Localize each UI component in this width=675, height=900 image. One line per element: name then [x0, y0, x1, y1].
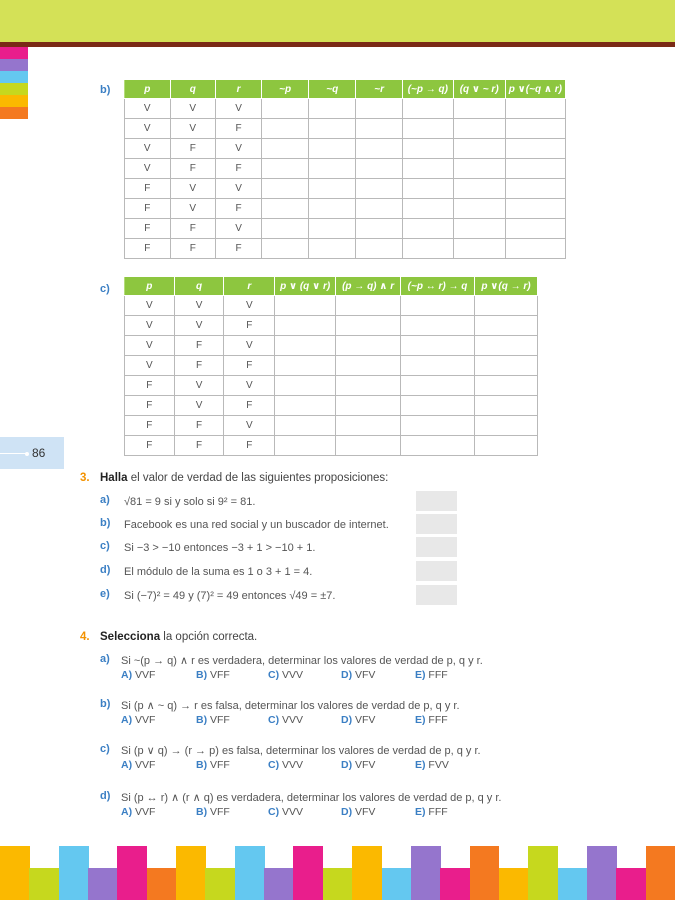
table-row — [125, 99, 566, 119]
page-tab-dot — [25, 452, 29, 456]
answer-box[interactable] — [416, 514, 457, 534]
option-letter: E) — [415, 806, 426, 818]
option-choice[interactable] — [268, 759, 303, 771]
table-header-cell: p ∨ (q ∨ r) — [275, 277, 336, 296]
answer-cell[interactable] — [309, 159, 356, 179]
answer-cell[interactable] — [262, 139, 309, 159]
exercise-4-verb: Selecciona — [100, 631, 161, 643]
bottom-color-bars — [0, 846, 675, 900]
exercise-4-item-text: Si ~(p → q) ∧ r es verdadera, determinar los valores de verdad de p, q y r. — [121, 655, 483, 667]
table-row — [125, 159, 566, 179]
truth-value-cell: F — [125, 436, 175, 456]
option-choice[interactable] — [268, 669, 303, 681]
answer-cell[interactable] — [475, 436, 538, 456]
table-header-cell: r — [224, 277, 275, 296]
exercise-4-item-text: Si (p ↔ r) ∧ (r ∧ q) es verdadera, determinar los valores de verdad de p, q y r. — [121, 792, 502, 804]
answer-cell[interactable] — [275, 296, 336, 316]
option-choice[interactable] — [341, 714, 375, 726]
table-row — [125, 199, 566, 219]
answer-cell[interactable] — [356, 159, 403, 179]
bottom-color-bar — [587, 846, 617, 900]
bottom-color-bar — [352, 846, 382, 900]
answer-cell[interactable] — [475, 316, 538, 336]
exercise-3-item-text: El módulo de la suma es 1 o 3 + 1 = 4. — [124, 566, 313, 578]
answer-cell[interactable] — [505, 199, 565, 219]
answer-cell[interactable] — [275, 356, 336, 376]
answer-box[interactable] — [416, 561, 457, 581]
truth-value-cell: F — [174, 356, 224, 376]
answer-box[interactable] — [416, 585, 457, 605]
table-row — [125, 376, 538, 396]
option-value: VVV — [282, 759, 304, 771]
exercise-4-item-label: c) — [100, 743, 110, 755]
table-row — [125, 239, 566, 259]
option-letter: C) — [268, 759, 280, 771]
answer-cell[interactable] — [453, 219, 505, 239]
truth-value-cell: V — [125, 316, 175, 336]
option-letter: A) — [121, 806, 133, 818]
truth-value-cell: V — [125, 356, 175, 376]
option-letter: A) — [121, 759, 133, 771]
option-choice[interactable] — [415, 669, 448, 681]
answer-cell[interactable] — [309, 199, 356, 219]
truth-value-cell: V — [170, 119, 216, 139]
bottom-color-bar — [176, 846, 206, 900]
side-tab-stripe — [0, 95, 28, 107]
answer-cell[interactable] — [505, 139, 565, 159]
option-choice[interactable] — [341, 669, 375, 681]
exercise-4-item-label: a) — [100, 653, 110, 665]
option-letter: A) — [121, 714, 133, 726]
table-header-cell: (p → q) ∧ r — [336, 277, 401, 296]
truth-value-cell: V — [224, 416, 275, 436]
table-header-cell: r — [216, 80, 262, 99]
option-letter: D) — [341, 806, 353, 818]
truth-value-cell: V — [170, 199, 216, 219]
exercise-3-number: 3. — [80, 472, 90, 484]
truth-value-cell: F — [216, 199, 262, 219]
answer-cell[interactable] — [309, 119, 356, 139]
answer-cell[interactable] — [475, 296, 538, 316]
truth-value-cell: F — [125, 376, 175, 396]
table-row — [125, 139, 566, 159]
option-value: VVF — [135, 759, 156, 771]
answer-cell[interactable] — [262, 219, 309, 239]
table-row — [125, 219, 566, 239]
option-choice[interactable] — [196, 669, 230, 681]
table-b-label: b) — [100, 84, 111, 96]
answer-cell[interactable] — [505, 179, 565, 199]
answer-cell[interactable] — [356, 199, 403, 219]
answer-cell[interactable] — [356, 179, 403, 199]
truth-value-cell: F — [125, 219, 171, 239]
table-row — [125, 356, 538, 376]
truth-value-cell: F — [174, 336, 224, 356]
bottom-color-bar — [235, 846, 265, 900]
bottom-color-bar — [382, 868, 412, 900]
option-choice[interactable] — [121, 669, 155, 681]
option-choice[interactable] — [415, 759, 449, 771]
table-row — [125, 436, 538, 456]
exercise-4-instruction: la opción correcta. — [160, 631, 258, 643]
bottom-color-bar — [440, 868, 470, 900]
truth-value-cell: V — [170, 99, 216, 119]
answer-cell[interactable] — [505, 159, 565, 179]
truth-value-cell: F — [170, 219, 216, 239]
answer-cell[interactable] — [453, 139, 505, 159]
answer-cell[interactable] — [356, 219, 403, 239]
bottom-color-bar — [499, 868, 529, 900]
exercise-3-instruction: el valor de verdad de las siguientes proposiciones: — [127, 472, 389, 484]
option-choice[interactable] — [196, 714, 230, 726]
table-header-cell: (q ∨ ~ r) — [453, 80, 505, 99]
truth-value-cell: F — [125, 396, 175, 416]
exercise-4-title — [100, 631, 257, 643]
side-tab-stripe — [0, 59, 28, 71]
option-value: VFV — [355, 669, 376, 681]
option-value: VVF — [135, 714, 156, 726]
option-choice[interactable] — [121, 806, 155, 818]
option-value: VFF — [210, 669, 230, 681]
bottom-color-bar — [470, 846, 500, 900]
table-header-cell: p — [125, 277, 175, 296]
answer-cell[interactable] — [505, 99, 565, 119]
exercise-4-item-text: Si (p ∨ q) → (r → p) es falsa, determinar los valores de verdad de p, q y r. — [121, 745, 481, 757]
option-choice[interactable] — [196, 759, 230, 771]
truth-value-cell: V — [125, 119, 171, 139]
answer-cell[interactable] — [336, 356, 401, 376]
answer-cell[interactable] — [356, 119, 403, 139]
table-c-label: c) — [100, 283, 110, 295]
truth-value-cell: F — [224, 396, 275, 416]
bottom-color-bar — [0, 846, 30, 900]
option-value: VFF — [210, 759, 230, 771]
truth-value-cell: F — [216, 239, 262, 259]
option-letter: C) — [268, 714, 280, 726]
answer-cell[interactable] — [403, 199, 454, 219]
answer-box[interactable] — [416, 537, 457, 557]
answer-cell[interactable] — [403, 219, 454, 239]
bottom-color-bar — [293, 846, 323, 900]
truth-table-b — [124, 79, 566, 259]
table-header-cell: q — [174, 277, 224, 296]
truth-value-cell: V — [174, 396, 224, 416]
option-value: VVF — [135, 669, 156, 681]
table-header-cell: (~p → q) — [403, 80, 454, 99]
table-row — [125, 316, 538, 336]
truth-value-cell: V — [174, 296, 224, 316]
answer-cell[interactable] — [336, 376, 401, 396]
bottom-color-bar — [411, 846, 441, 900]
exercise-3-title — [100, 472, 388, 484]
option-letter: A) — [121, 669, 133, 681]
answer-cell[interactable] — [356, 139, 403, 159]
bottom-color-bar — [264, 868, 294, 900]
option-choice[interactable] — [121, 714, 155, 726]
side-tab-stripe — [0, 83, 28, 95]
truth-value-cell: F — [216, 159, 262, 179]
bottom-color-bar — [59, 846, 89, 900]
option-letter: E) — [415, 759, 426, 771]
exercise-4-item-text: Si (p ∧ ~ q) → r es falsa, determinar los valores de verdad de p, q y r. — [121, 700, 460, 712]
answer-cell[interactable] — [336, 336, 401, 356]
option-value: VVV — [282, 669, 304, 681]
option-letter: B) — [196, 759, 208, 771]
truth-value-cell: V — [216, 179, 262, 199]
exercise-3-item-text: Si (−7)² = 49 y (7)² = 49 entonces √49 = ±7. — [124, 590, 336, 602]
option-choice[interactable] — [268, 714, 303, 726]
bottom-color-bar — [88, 868, 118, 900]
answer-cell[interactable] — [401, 296, 475, 316]
answer-cell[interactable] — [262, 119, 309, 139]
truth-value-cell: V — [125, 296, 175, 316]
option-letter: C) — [268, 806, 280, 818]
answer-cell[interactable] — [262, 239, 309, 259]
option-letter: B) — [196, 714, 208, 726]
option-letter: D) — [341, 714, 353, 726]
option-value: VFV — [355, 714, 376, 726]
bottom-color-bar — [117, 846, 147, 900]
table-header-cell: ~r — [356, 80, 403, 99]
answer-cell[interactable] — [505, 119, 565, 139]
option-value: VVF — [135, 806, 156, 818]
answer-cell[interactable] — [309, 239, 356, 259]
bottom-color-bar — [558, 868, 588, 900]
table-row — [125, 416, 538, 436]
option-choice[interactable] — [415, 806, 448, 818]
answer-cell[interactable] — [275, 436, 336, 456]
truth-value-cell: V — [170, 179, 216, 199]
table-row — [125, 336, 538, 356]
answer-cell[interactable] — [309, 99, 356, 119]
answer-cell[interactable] — [401, 436, 475, 456]
truth-value-cell: V — [125, 99, 171, 119]
answer-cell[interactable] — [275, 416, 336, 436]
option-choice[interactable] — [415, 714, 448, 726]
side-tab-stripe — [0, 47, 28, 59]
option-choice[interactable] — [196, 806, 230, 818]
table-header-cell: ~q — [309, 80, 356, 99]
answer-cell[interactable] — [453, 179, 505, 199]
answer-cell[interactable] — [403, 119, 454, 139]
option-value: VFF — [210, 806, 230, 818]
bottom-color-bar — [646, 846, 675, 900]
exercise-4-item-label: d) — [100, 790, 111, 802]
answer-cell[interactable] — [262, 199, 309, 219]
answer-cell[interactable] — [453, 199, 505, 219]
answer-cell[interactable] — [403, 159, 454, 179]
page-number-tab — [0, 437, 64, 469]
answer-cell[interactable] — [403, 139, 454, 159]
answer-cell[interactable] — [403, 179, 454, 199]
answer-cell[interactable] — [475, 336, 538, 356]
answer-cell[interactable] — [401, 416, 475, 436]
truth-value-cell: F — [125, 179, 171, 199]
exercise-4-item-label: b) — [100, 698, 111, 710]
truth-value-cell: F — [224, 316, 275, 336]
option-letter: E) — [415, 669, 426, 681]
answer-cell[interactable] — [309, 179, 356, 199]
answer-cell[interactable] — [309, 219, 356, 239]
top-rule-line — [0, 42, 675, 47]
side-tab-stripe — [0, 107, 28, 119]
bottom-color-bar — [528, 846, 558, 900]
answer-cell[interactable] — [309, 139, 356, 159]
truth-value-cell: F — [125, 416, 175, 436]
exercise-3-item-text: Facebook es una red social y un buscador de internet. — [124, 519, 389, 531]
option-value: VFF — [210, 714, 230, 726]
option-letter: D) — [341, 759, 353, 771]
table-header-cell: p — [125, 80, 171, 99]
truth-value-cell: F — [174, 436, 224, 456]
option-value: FFF — [428, 806, 448, 818]
truth-value-cell: V — [216, 219, 262, 239]
option-value: FVV — [428, 759, 449, 771]
answer-cell[interactable] — [336, 416, 401, 436]
answer-cell[interactable] — [505, 219, 565, 239]
answer-cell[interactable] — [453, 159, 505, 179]
exercise-4-number: 4. — [80, 631, 90, 643]
answer-cell[interactable] — [453, 119, 505, 139]
truth-value-cell: V — [174, 376, 224, 396]
exercise-3-item-label: a) — [100, 494, 110, 506]
answer-cell[interactable] — [475, 396, 538, 416]
option-letter: D) — [341, 669, 353, 681]
option-value: FFF — [428, 669, 448, 681]
table-header-cell: p ∨(~q ∧ r) — [505, 80, 565, 99]
answer-cell[interactable] — [336, 396, 401, 416]
option-letter: B) — [196, 669, 208, 681]
option-letter: E) — [415, 714, 426, 726]
answer-cell[interactable] — [262, 159, 309, 179]
truth-value-cell: F — [224, 356, 275, 376]
option-value: VFV — [355, 806, 376, 818]
exercise-3-verb: Halla — [100, 472, 128, 484]
truth-value-cell: F — [170, 139, 216, 159]
option-choice[interactable] — [341, 759, 375, 771]
answer-cell[interactable] — [475, 376, 538, 396]
page-tab-line — [0, 453, 27, 454]
answer-cell[interactable] — [356, 99, 403, 119]
option-letter: B) — [196, 806, 208, 818]
exercise-3-item-text: Si −3 > −10 entonces −3 + 1 > −10 + 1. — [124, 542, 316, 554]
answer-cell[interactable] — [505, 239, 565, 259]
truth-value-cell: F — [174, 416, 224, 436]
side-color-tabs — [0, 47, 28, 119]
option-value: VVV — [282, 714, 304, 726]
answer-cell[interactable] — [403, 239, 454, 259]
table-header-cell: ~p — [262, 80, 309, 99]
answer-cell[interactable] — [475, 416, 538, 436]
side-tab-stripe — [0, 71, 28, 83]
answer-cell[interactable] — [401, 356, 475, 376]
answer-cell[interactable] — [336, 296, 401, 316]
answer-cell[interactable] — [336, 316, 401, 336]
table-row — [125, 296, 538, 316]
truth-value-cell: V — [125, 139, 171, 159]
truth-value-cell: V — [174, 316, 224, 336]
exercise-3-item-label: c) — [100, 540, 110, 552]
bottom-color-bar — [205, 868, 235, 900]
answer-cell[interactable] — [475, 356, 538, 376]
truth-value-cell: F — [216, 119, 262, 139]
top-color-band — [0, 0, 675, 42]
answer-cell[interactable] — [453, 99, 505, 119]
answer-cell[interactable] — [401, 316, 475, 336]
truth-value-cell: F — [125, 199, 171, 219]
truth-value-cell: F — [224, 436, 275, 456]
truth-value-cell: V — [224, 296, 275, 316]
option-choice[interactable] — [341, 806, 375, 818]
bottom-color-bar — [616, 868, 646, 900]
exercise-3-item-label: e) — [100, 588, 110, 600]
answer-cell[interactable] — [275, 336, 336, 356]
answer-cell[interactable] — [453, 239, 505, 259]
bottom-color-bar — [147, 868, 177, 900]
truth-value-cell: F — [170, 159, 216, 179]
truth-value-cell: V — [224, 336, 275, 356]
bottom-color-bar — [323, 868, 353, 900]
table-header-cell: q — [170, 80, 216, 99]
answer-cell[interactable] — [275, 376, 336, 396]
answer-cell[interactable] — [336, 436, 401, 456]
table-row — [125, 396, 538, 416]
option-value: VVV — [282, 806, 304, 818]
answer-cell[interactable] — [262, 99, 309, 119]
answer-cell[interactable] — [356, 239, 403, 259]
answer-cell[interactable] — [262, 179, 309, 199]
truth-value-cell: V — [125, 159, 171, 179]
answer-cell[interactable] — [401, 336, 475, 356]
option-choice[interactable] — [268, 806, 303, 818]
table-header-cell: (~p ↔ r) → q — [401, 277, 475, 296]
answer-cell[interactable] — [275, 316, 336, 336]
truth-value-cell: V — [216, 139, 262, 159]
truth-value-cell: F — [170, 239, 216, 259]
exercise-3-item-text: √81 = 9 si y solo si 9² = 81. — [124, 496, 256, 508]
truth-table-c — [124, 276, 538, 456]
option-letter: C) — [268, 669, 280, 681]
answer-box[interactable] — [416, 491, 457, 511]
truth-value-cell: V — [216, 99, 262, 119]
exercise-3-item-label: b) — [100, 517, 111, 529]
answer-cell[interactable] — [401, 396, 475, 416]
truth-value-cell: V — [224, 376, 275, 396]
answer-cell[interactable] — [401, 376, 475, 396]
table-header-cell: p ∨(q → r) — [475, 277, 538, 296]
option-value: VFV — [355, 759, 376, 771]
option-value: FFF — [428, 714, 448, 726]
option-choice[interactable] — [121, 759, 155, 771]
bottom-color-bar — [29, 868, 59, 900]
truth-value-cell: V — [125, 336, 175, 356]
answer-cell[interactable] — [275, 396, 336, 416]
truth-value-cell: F — [125, 239, 171, 259]
page-number: 86 — [32, 446, 46, 460]
answer-cell[interactable] — [403, 99, 454, 119]
table-row — [125, 119, 566, 139]
table-row — [125, 179, 566, 199]
exercise-3-item-label: d) — [100, 564, 111, 576]
